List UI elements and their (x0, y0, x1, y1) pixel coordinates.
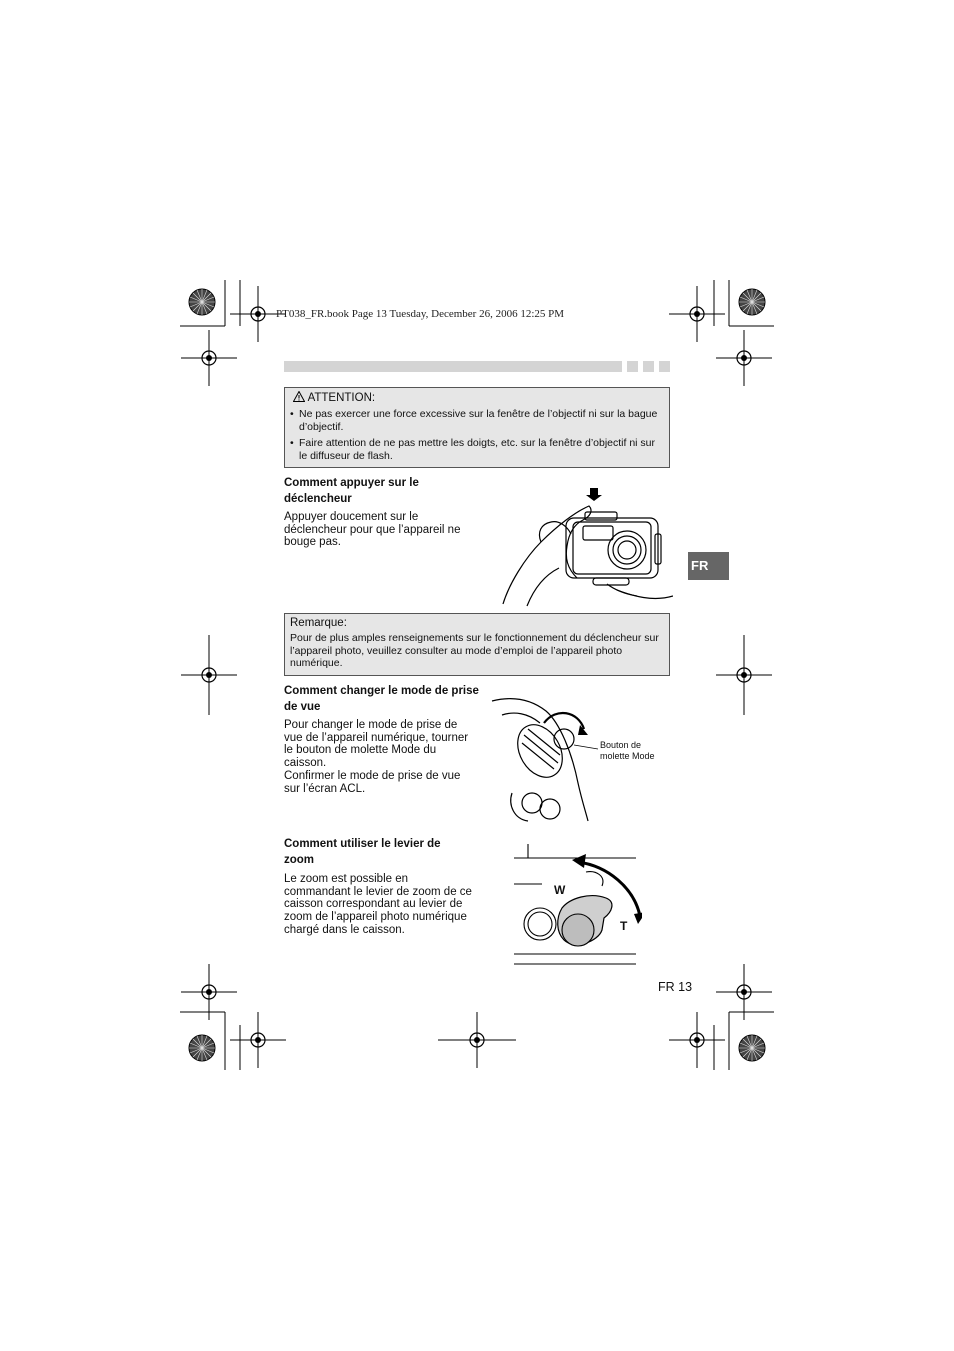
section-bar-square (627, 361, 638, 372)
remark-title: Remarque: (290, 617, 347, 629)
section-bar (284, 361, 622, 372)
attention-title (293, 391, 375, 404)
section-heading-zoom: Comment utiliser le levier de zoom (284, 838, 441, 866)
attention-box (284, 387, 670, 468)
mode-dial-illustration (488, 693, 598, 823)
remark-box (284, 613, 670, 676)
attention-title-text: ATTENTION: (307, 392, 376, 404)
section-bar-square (643, 361, 654, 372)
section-body-shutter: Appuyer doucement sur le déclencheur pour que l’appareil ne bouge pas. (284, 511, 461, 549)
mode-dial-callout: Bouton de molette Mode (600, 740, 655, 761)
zoom-tele-label: T (620, 919, 628, 933)
zoom-wide-label: W (554, 883, 566, 897)
zoom-lever-illustration (512, 842, 642, 972)
section-heading-shutter: Comment appuyer sur le déclencheur (284, 477, 419, 505)
section-heading-mode: Comment changer le mode de prise de vue (284, 685, 479, 713)
shutter-press-illustration (497, 486, 673, 608)
section-body-mode-1: Pour changer le mode de prise de vue de l’appareil numérique, tourner le bouton de molette Mode du caisson. (284, 719, 469, 770)
page-number: FR 13 (658, 980, 693, 994)
section-bar-square (659, 361, 670, 372)
section-body-zoom: Le zoom est possible en commandant le levier de zoom de ce caisson correspondant au levier de zoom de l’appareil photo numérique chargé dans le caisson. (284, 873, 472, 936)
attention-item: • Faire attention de ne pas mettre les doigts, etc. sur la fenêtre d’objectif ni sur le diffuseur de flash. (289, 437, 661, 463)
remark-body: Pour de plus amples renseignements sur le fonctionnement du déclencheur sur l’appareil photo, veuillez consulter au mode d’emploi de l’appareil photo numérique. (290, 632, 659, 670)
attention-list (289, 408, 661, 466)
section-body-mode-2: Confirmer le mode de prise de vue sur l’écran ACL. (284, 770, 461, 795)
attention-item: • Ne pas exercer une force excessive sur la fenêtre de l’objectif ni sur la bague d’objectif. (289, 408, 661, 434)
warning-triangle-icon (293, 391, 305, 402)
book-header-line: PT038_FR.book Page 13 Tuesday, December 26, 2006 12:25 PM (276, 308, 565, 320)
language-tab: FR (688, 552, 729, 580)
